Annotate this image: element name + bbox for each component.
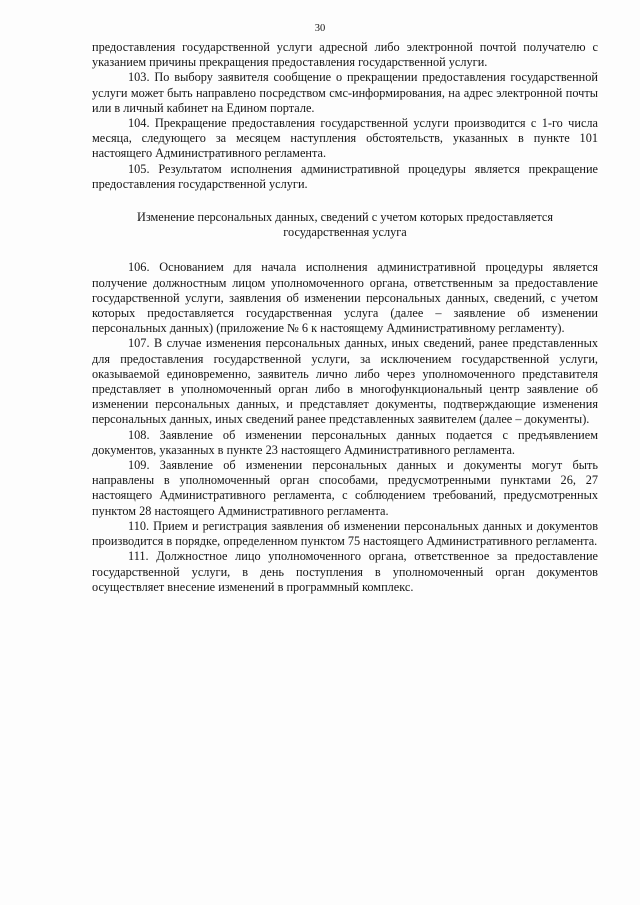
paragraph-111: 111. Должностное лицо уполномоченного органа, ответственное за предоставление государственной услуги, в день поступления в уполномоченный орган документов осуществляет внесение изменений в программный комплекс. — [92, 549, 598, 594]
paragraph-103: 103. По выбору заявителя сообщение о прекращении предоставления государственной услуги может быть направлено посредством смс-информирования, на адрес электронной почты или в личный кабинет на Едином портале. — [92, 70, 598, 115]
paragraph-110: 110. Прием и регистрация заявления об изменении персональных данных и документов производится в порядке, определенном пунктом 75 настоящего Административного регламента. — [92, 518, 598, 549]
paragraph-continuation: предоставления государственной услуги адресной либо электронной почтой получателю с указанием причины прекращения предоставления государственной услуги. — [92, 40, 598, 70]
paragraph-106: 106. Основанием для начала исполнения административной процедуры является получение должностным лицом уполномоченного органа, ответственным за предоставление государственной услуги, заявления об изменении персональных данных, сведений, с учетом которых предоставляется государственная услуга (далее – заявление об изменении персональных данных) (приложение № 6 к настоящему Административному регламенту). — [92, 260, 598, 336]
paragraph-109: 109. Заявление об изменении персональных данных и документы могут быть направлены в уполномоченный орган способами, предусмотренными пунктами 26, 27 настоящего Административного регламента, с соблюдением требований, предусмотренных пунктом 28 настоящего Административного регламента. — [92, 458, 598, 518]
paragraph-108: 108. Заявление об изменении персональных данных подается с предъявлением документов, указанных в пункте 23 настоящего Административного регламента. — [92, 427, 598, 457]
section-heading: Изменение персональных данных, сведений с учетом которых предоставляется государственная услуга — [136, 210, 554, 240]
document-body — [92, 40, 598, 595]
paragraph-105: 105. Результатом исполнения административной процедуры является прекращение предоставления государственной услуги. — [92, 161, 598, 191]
paragraph-107: 107. В случае изменения персональных данных, иных сведений, ранее представленных для предоставления государственной услуги, за исключением государственной услуги, оказываемой единовременно, заявитель лично либо через уполномоченного представителя представляет в уполномоченный орган либо в многофункциональный центр заявление об изменении персональных данных, и представляет документы, подтверждающие изменения персональных данных, иных сведений ранее представленных заявителем (далее – документы). — [92, 336, 598, 427]
paragraph-104: 104. Прекращение предоставления государственной услуги производится с 1-го числа месяца, следующего за месяцем наступления обстоятельств, указанных в пункте 101 настоящего Административного регламента. — [92, 116, 598, 161]
page-number: 30 — [314, 23, 326, 34]
